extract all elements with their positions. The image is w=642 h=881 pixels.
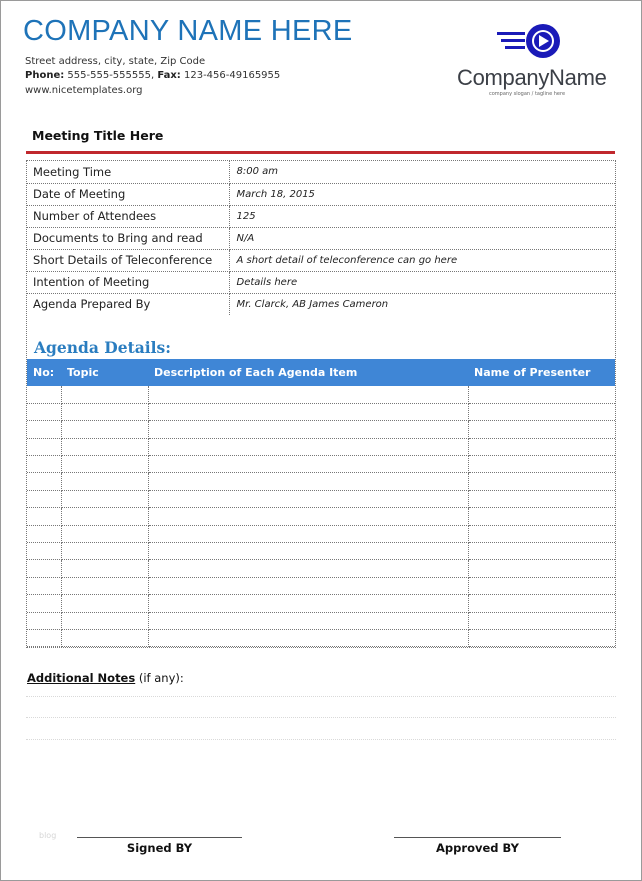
agenda-cell[interactable] <box>468 508 615 525</box>
company-logo <box>457 23 617 103</box>
agenda-row <box>27 595 615 612</box>
agenda-cell[interactable] <box>148 543 468 560</box>
agenda-cell[interactable] <box>27 560 61 577</box>
title-divider <box>26 151 615 154</box>
table-row <box>27 271 615 293</box>
agenda-row <box>27 421 615 438</box>
field-value[interactable]: 8:00 am <box>229 161 615 183</box>
agenda-cell[interactable] <box>148 456 468 473</box>
agenda-row <box>27 490 615 507</box>
agenda-cell[interactable] <box>61 386 148 403</box>
notes-line[interactable] <box>26 717 616 718</box>
agenda-cell[interactable] <box>61 612 148 629</box>
signature-line-signed[interactable] <box>77 837 242 838</box>
agenda-cell[interactable] <box>148 577 468 594</box>
agenda-row <box>27 543 615 560</box>
notes-label-text: Additional Notes <box>27 671 136 685</box>
agenda-cell[interactable] <box>468 543 615 560</box>
field-label: Documents to Bring and read <box>27 227 229 249</box>
agenda-header-row <box>27 359 615 386</box>
field-label: Short Details of Teleconference <box>27 249 229 271</box>
field-label: Date of Meeting <box>27 183 229 205</box>
agenda-row <box>27 438 615 455</box>
agenda-cell[interactable] <box>27 525 61 542</box>
column-header-no: No: <box>27 359 61 386</box>
agenda-cell[interactable] <box>468 595 615 612</box>
agenda-cell[interactable] <box>27 543 61 560</box>
agenda-cell[interactable] <box>27 612 61 629</box>
agenda-cell[interactable] <box>148 403 468 420</box>
agenda-row <box>27 456 615 473</box>
agenda-cell[interactable] <box>61 525 148 542</box>
logo-slogan: company slogan / tagline here <box>489 91 566 97</box>
agenda-cell[interactable] <box>468 473 615 490</box>
agenda-row <box>27 508 615 525</box>
agenda-cell[interactable] <box>148 473 468 490</box>
agenda-cell[interactable] <box>148 612 468 629</box>
agenda-cell[interactable] <box>61 473 148 490</box>
phone-value: 555-555-555555, <box>67 70 155 81</box>
approved-by-label: Approved BY <box>436 841 519 855</box>
table-row <box>27 183 615 205</box>
agenda-cell[interactable] <box>61 543 148 560</box>
agenda-cell[interactable] <box>61 456 148 473</box>
company-title: COMPANY NAME HERE <box>23 15 353 47</box>
field-value[interactable]: A short detail of teleconference can go here <box>229 249 615 271</box>
agenda-cell[interactable] <box>27 386 61 403</box>
agenda-cell[interactable] <box>27 473 61 490</box>
agenda-cell[interactable] <box>468 403 615 420</box>
agenda-cell[interactable] <box>468 525 615 542</box>
field-value[interactable]: Mr. Clarck, AB James Cameron <box>236 298 389 310</box>
agenda-cell[interactable] <box>61 421 148 438</box>
website: www.nicetemplates.org <box>25 85 143 96</box>
agenda-row <box>27 403 615 420</box>
field-value[interactable]: March 18, 2015 <box>229 183 615 205</box>
agenda-cell[interactable] <box>61 629 148 646</box>
agenda-cell[interactable] <box>61 577 148 594</box>
agenda-cell[interactable] <box>148 490 468 507</box>
agenda-row <box>27 577 615 594</box>
agenda-cell[interactable] <box>468 629 615 646</box>
agenda-cell[interactable] <box>27 508 61 525</box>
field-value[interactable]: Details here <box>229 271 615 293</box>
agenda-cell[interactable] <box>27 456 61 473</box>
agenda-cell[interactable] <box>468 386 615 403</box>
agenda-cell[interactable] <box>61 560 148 577</box>
agenda-cell[interactable] <box>148 595 468 612</box>
agenda-row <box>27 560 615 577</box>
notes-label-suffix: (if any): <box>135 671 184 685</box>
agenda-cell[interactable] <box>148 560 468 577</box>
contact-line <box>25 70 280 81</box>
agenda-row <box>27 525 615 542</box>
agenda-cell[interactable] <box>61 595 148 612</box>
agenda-cell[interactable] <box>27 438 61 455</box>
logo-name: CompanyName <box>457 65 607 90</box>
agenda-cell[interactable] <box>468 560 615 577</box>
fax-value: 123-456-49165955 <box>183 70 281 81</box>
address-line: Street address, city, state, Zip Code <box>25 56 206 67</box>
field-value[interactable]: 125 <box>229 205 615 227</box>
meeting-info-table <box>27 161 615 315</box>
table-row <box>27 205 615 227</box>
notes-line[interactable] <box>26 696 616 697</box>
agenda-row <box>27 473 615 490</box>
agenda-cell[interactable] <box>468 612 615 629</box>
agenda-cell[interactable] <box>27 577 61 594</box>
table-row <box>27 227 615 249</box>
field-value[interactable]: N/A <box>229 227 615 249</box>
agenda-cell[interactable] <box>148 525 468 542</box>
agenda-heading: Agenda Details: <box>34 338 172 357</box>
column-header-presenter: Name of Presenter <box>468 359 615 386</box>
field-label: Number of Attendees <box>27 205 229 227</box>
agenda-cell[interactable] <box>27 629 61 646</box>
agenda-row <box>27 386 615 403</box>
column-header-topic: Topic <box>61 359 148 386</box>
column-header-description: Description of Each Agenda Item <box>148 359 468 386</box>
agenda-cell[interactable] <box>468 577 615 594</box>
agenda-cell[interactable] <box>468 421 615 438</box>
agenda-table <box>27 359 615 647</box>
agenda-body <box>27 386 615 647</box>
agenda-cell[interactable] <box>61 490 148 507</box>
agenda-cell[interactable] <box>27 421 61 438</box>
signed-by-label: Signed BY <box>126 841 193 855</box>
agenda-cell[interactable] <box>61 508 148 525</box>
agenda-row <box>27 629 615 646</box>
field-label: Meeting Time <box>27 161 229 183</box>
meeting-form <box>26 160 616 648</box>
watermark: blog <box>39 831 57 840</box>
agenda-cell[interactable] <box>468 438 615 455</box>
agenda-cell[interactable] <box>468 490 615 507</box>
phone-label: Phone: <box>25 70 65 81</box>
field-label: Intention of Meeting <box>27 271 229 293</box>
agenda-cell[interactable] <box>27 490 61 507</box>
notes-line[interactable] <box>26 739 616 740</box>
table-row <box>27 161 615 183</box>
agenda-cell[interactable] <box>148 629 468 646</box>
agenda-cell[interactable] <box>148 438 468 455</box>
fax-label: Fax: <box>157 70 181 81</box>
agenda-cell[interactable] <box>27 595 61 612</box>
agenda-cell[interactable] <box>61 403 148 420</box>
agenda-row <box>27 612 615 629</box>
table-row <box>27 293 615 315</box>
field-label: Agenda Prepared By <box>27 293 229 315</box>
signature-line-approved[interactable] <box>394 837 561 838</box>
agenda-cell[interactable] <box>468 456 615 473</box>
agenda-cell[interactable] <box>27 403 61 420</box>
meeting-title: Meeting Title Here <box>32 128 164 143</box>
agenda-cell[interactable] <box>148 386 468 403</box>
additional-notes-label <box>27 671 184 685</box>
agenda-cell[interactable] <box>61 438 148 455</box>
table-row <box>27 249 615 271</box>
agenda-cell[interactable] <box>148 421 468 438</box>
play-circle-icon <box>497 23 567 59</box>
agenda-cell[interactable] <box>148 508 468 525</box>
